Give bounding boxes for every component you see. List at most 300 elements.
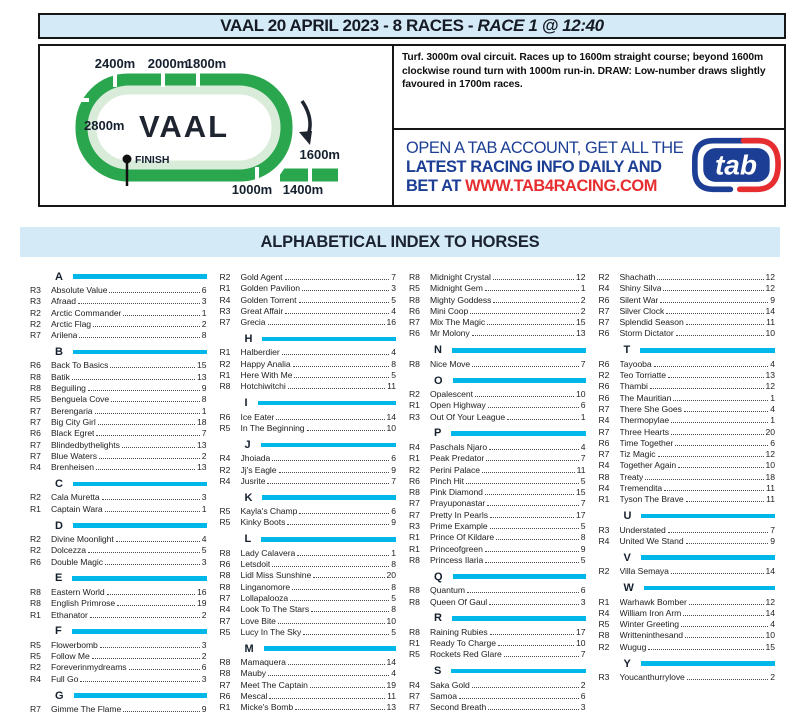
horse-name: Silent War (619, 294, 659, 305)
letter-label: V (623, 551, 631, 564)
race-number: R6 (598, 392, 610, 403)
letter-heading (30, 477, 207, 490)
race-number: R2 (409, 464, 420, 475)
index-entry (30, 383, 207, 394)
marker-1000m: 1000m (231, 182, 273, 197)
page-number: 13 (386, 702, 396, 713)
page-number: 2 (770, 672, 775, 683)
letter-heading (30, 625, 207, 638)
horse-name: The Mauritian (619, 392, 672, 403)
page-number: 3 (201, 556, 207, 567)
race-number: R7 (598, 403, 610, 414)
page-number: 2 (201, 450, 207, 461)
horse-name: Arilena (51, 330, 78, 341)
race-number: R8 (219, 668, 231, 679)
dot-leader (122, 447, 195, 448)
horse-name: Linganomore (240, 581, 291, 592)
letter-bar (451, 669, 585, 674)
dot-leader (490, 528, 579, 529)
index-entry (220, 517, 397, 528)
dot-leader (671, 573, 764, 574)
horse-name: Great Affair (240, 305, 284, 316)
tab-logo (689, 136, 783, 199)
index-entry (30, 285, 207, 296)
page-number: 8 (391, 358, 396, 369)
dot-leader (485, 494, 574, 495)
page-number: 14 (386, 657, 396, 668)
horse-name: Kinky Boots (240, 517, 286, 528)
dot-leader (485, 562, 579, 563)
dot-leader (107, 594, 195, 595)
letter-label: M (244, 642, 254, 655)
horse-name: Mescal (240, 691, 268, 702)
index-entry (220, 423, 397, 434)
race-number: R7 (30, 439, 41, 450)
race-number: R1 (219, 283, 231, 294)
dot-leader (673, 400, 768, 401)
index-entry (220, 702, 397, 713)
letter-label: P (434, 427, 442, 440)
horse-name: Prime Example (430, 521, 488, 532)
index-entry (30, 330, 207, 341)
index-entry (599, 370, 776, 381)
race-number: R5 (219, 517, 231, 528)
letter-bar (73, 350, 207, 355)
horse-name: Pinch Hit (430, 475, 464, 486)
page-number: 1 (580, 283, 586, 294)
marker-2400m: 2400m (94, 56, 136, 71)
letter-heading (409, 570, 586, 583)
index-entry (30, 545, 207, 556)
letter-heading (409, 374, 586, 387)
race-number: R7 (409, 498, 420, 509)
page-number: 12 (765, 596, 775, 607)
letter-label: E (55, 572, 63, 585)
dot-leader (472, 687, 579, 688)
horse-name: Grecia (240, 317, 266, 328)
letter-label: K (244, 491, 253, 504)
letter-bar (451, 431, 585, 436)
index-entry (220, 680, 397, 691)
race-number: R7 (30, 405, 41, 416)
page-number: 8 (201, 330, 207, 341)
page-number: 11 (766, 494, 775, 505)
page-number: 20 (386, 570, 396, 581)
dot-leader (489, 604, 579, 605)
page-number: 10 (765, 328, 775, 339)
horse-name: Back To Basics (51, 360, 109, 371)
index-entry (220, 604, 397, 615)
dot-leader (658, 456, 764, 457)
page-number: 12 (576, 272, 586, 282)
page-number: 16 (386, 317, 396, 328)
page-number: 11 (766, 483, 775, 494)
horse-name: William Iron Arm (619, 607, 682, 618)
page-number: 4 (770, 358, 775, 369)
dot-leader (285, 279, 390, 280)
letter-heading (220, 533, 397, 546)
dot-leader (686, 324, 764, 325)
page-number: 5 (391, 370, 396, 381)
page-number: 19 (386, 679, 396, 690)
index-entry (599, 359, 776, 370)
page-number: 4 (770, 403, 775, 414)
page-number: 7 (391, 475, 396, 486)
race-number: R3 (30, 296, 41, 307)
letter-label: W (623, 582, 634, 595)
horse-name: Blindedbythelights (51, 439, 120, 450)
race-number: R6 (598, 328, 610, 339)
page-number: 5 (580, 475, 586, 486)
index-entry (30, 308, 207, 319)
index-entry (220, 668, 397, 679)
race-number: R8 (409, 554, 420, 565)
letter-heading (30, 689, 207, 702)
dot-leader (650, 388, 764, 389)
index-entry (409, 555, 586, 566)
tab-logo-svg (689, 136, 783, 194)
page-number: 8 (391, 559, 396, 570)
letter-label: D (55, 519, 63, 532)
dot-leader (295, 709, 384, 710)
index-entry (30, 674, 207, 685)
dot-leader (268, 324, 385, 325)
page-number: 15 (576, 487, 586, 498)
dot-leader (282, 354, 390, 355)
race-number: R7 (219, 317, 231, 328)
index-columns (30, 266, 775, 715)
index-entry (409, 465, 586, 476)
horse-name: Samoa (430, 691, 457, 702)
gap-2800m (74, 98, 89, 102)
letter-label: H (244, 332, 253, 345)
race-number: R5 (219, 626, 231, 637)
race-number: R8 (598, 630, 610, 641)
ad-line3-prefix: BET AT (406, 176, 466, 195)
horse-name: Out Of Your League (430, 411, 506, 422)
index-column (220, 266, 397, 715)
dot-leader (459, 698, 579, 699)
horse-name: Arctic Commander (51, 307, 122, 318)
horse-name: Tiz Magic (619, 449, 656, 460)
dot-leader (676, 335, 764, 336)
page-number: 6 (201, 662, 207, 673)
horse-name: Lucy In The Sky (240, 626, 302, 637)
race-number: R1 (30, 609, 41, 620)
index-entry (409, 498, 586, 509)
index-entry (30, 704, 207, 715)
dot-leader (663, 290, 763, 291)
letter-label: I (244, 397, 248, 410)
dot-leader (684, 411, 768, 412)
index-entry (599, 427, 776, 438)
page-number: 9 (391, 517, 396, 528)
race-number: R7 (409, 691, 420, 702)
finish-label: FINISH (135, 154, 170, 166)
page-number: 3 (391, 283, 396, 294)
race-number: R7 (30, 416, 41, 427)
horse-name: Ethanator (51, 609, 88, 620)
race-number: R4 (219, 604, 231, 615)
dot-leader (72, 379, 195, 380)
index-entry (220, 306, 397, 317)
race-number: R8 (409, 487, 420, 498)
race-number: R7 (598, 305, 610, 316)
marker-1600m: 1600m (299, 147, 340, 162)
letter-heading (409, 344, 586, 357)
race-number: R3 (219, 305, 231, 316)
page-number: 19 (197, 598, 207, 609)
dot-leader (675, 445, 768, 446)
tab-ad (394, 130, 784, 205)
dot-leader (285, 313, 389, 314)
index-entry (30, 417, 207, 428)
horse-name: Happy Analia (240, 358, 291, 369)
horse-name: Prince Of Kildare (430, 532, 495, 543)
race-number: R7 (409, 509, 420, 520)
horse-name: Foreverinmydreams (51, 662, 127, 673)
page-number: 7 (201, 428, 207, 439)
horse-name: Saka Gold (430, 679, 470, 690)
page-number: 10 (386, 615, 396, 626)
info-panel (38, 44, 786, 207)
horse-name: Mamaquera (240, 657, 286, 668)
letter-bar (452, 348, 586, 353)
horse-name: Nice Move (430, 358, 471, 369)
race-number: R8 (30, 586, 41, 597)
dot-leader (95, 413, 200, 414)
index-entry (599, 272, 776, 283)
horse-name: Quantum (430, 585, 465, 596)
race-number: R8 (409, 585, 420, 596)
index-entry (409, 627, 586, 638)
tab4racing-link[interactable]: WWW.TAB4RACING.COM (465, 176, 658, 195)
race-number: R3 (598, 672, 610, 683)
index-entry (599, 460, 776, 471)
letter-label: O (434, 374, 443, 387)
dot-leader (485, 290, 579, 291)
letter-bar (73, 523, 207, 528)
letter-heading (599, 510, 776, 523)
horse-name: Princeofgreen (430, 543, 483, 554)
letter-heading (599, 657, 776, 670)
horse-name: Brenheisen (51, 462, 94, 473)
horse-name: Flowerbomb (51, 639, 98, 650)
race-number: R2 (598, 641, 610, 652)
race-number: R2 (30, 545, 41, 556)
dot-leader (88, 552, 200, 553)
page-number: 10 (765, 460, 775, 471)
page-number: 5 (580, 554, 586, 565)
horse-name: Love Bite (240, 615, 276, 626)
page-number: 15 (765, 641, 775, 652)
index-entry (409, 649, 586, 660)
page-number: 13 (197, 462, 207, 473)
index-entry (409, 359, 586, 370)
horse-name: Shachath (619, 272, 656, 282)
horse-name: Cala Muretta (51, 492, 100, 503)
race-number: R8 (409, 272, 420, 282)
race-number: R8 (30, 383, 41, 394)
index-entry (409, 412, 586, 423)
index-entry (220, 317, 397, 328)
horse-name: Big City Girl (51, 416, 96, 427)
race-number: R5 (30, 394, 41, 405)
race-number: R8 (219, 381, 231, 392)
dot-leader (486, 460, 578, 461)
letter-bar (261, 537, 396, 542)
horse-name: Pink Diamond (430, 487, 483, 498)
index-entry (599, 415, 776, 426)
horse-name: Peak Predator (430, 453, 485, 464)
horse-name: Youcanthurrylove (619, 672, 685, 683)
race-number: R1 (219, 347, 231, 358)
horse-name: Afraad (51, 296, 77, 307)
dot-leader (105, 564, 200, 565)
dot-leader (475, 396, 574, 397)
index-entry (409, 442, 586, 453)
index-entry (599, 619, 776, 630)
page-number: 17 (576, 509, 586, 520)
horse-name: Wugug (619, 641, 647, 652)
dot-leader (678, 467, 763, 468)
page-number: 1 (580, 411, 586, 422)
index-column (599, 266, 776, 715)
race-number: R8 (598, 471, 610, 482)
index-entry (409, 510, 586, 521)
page-number: 7 (580, 358, 586, 369)
horse-name: Eastern World (51, 586, 105, 597)
page-number: 3 (201, 296, 207, 307)
track-diagram (40, 46, 392, 205)
letter-heading (30, 345, 207, 358)
index-entry (599, 306, 776, 317)
track-straight-seg2 (312, 169, 338, 182)
index-entry (220, 627, 397, 638)
horse-name: Teo Torriatte (619, 370, 666, 381)
race-number: R7 (30, 450, 41, 461)
race-number: R1 (219, 370, 231, 381)
horse-name: Queen Of Gaul (430, 596, 488, 607)
finish-pin-dot (123, 155, 132, 164)
race-number: R4 (219, 475, 231, 486)
letter-label: S (434, 665, 442, 678)
page-number: 14 (386, 411, 396, 422)
page-number: 5 (580, 521, 586, 532)
letter-bar (641, 661, 775, 666)
race-number: R7 (598, 449, 610, 460)
page-number: 18 (197, 416, 207, 427)
dot-leader (92, 658, 200, 659)
dot-leader (689, 604, 764, 605)
index-entry (30, 394, 207, 405)
horse-name: Mighty Goddess (430, 294, 492, 305)
page-number: 11 (387, 691, 396, 702)
page-number: 17 (576, 626, 586, 637)
horse-name: Captain Wara (51, 503, 103, 514)
dot-leader (105, 511, 200, 512)
race-number: R2 (219, 272, 231, 282)
index-entry (220, 691, 397, 702)
race-number: R8 (30, 371, 41, 382)
horse-name: Midnight Crystal (430, 272, 491, 282)
track-map-svg (40, 46, 392, 205)
race-number: R7 (598, 426, 610, 437)
dot-leader (303, 634, 389, 635)
page-number: 1 (201, 503, 207, 514)
page-number: 13 (197, 439, 207, 450)
race-number: R2 (598, 370, 610, 381)
page-number: 4 (391, 668, 396, 679)
index-entry (599, 404, 776, 415)
dot-leader (288, 664, 385, 665)
index-entry (409, 476, 586, 487)
dot-leader (117, 605, 195, 606)
horse-name: United We Stand (619, 535, 684, 546)
index-entry (409, 272, 586, 283)
horse-name: Lady Calavera (240, 547, 296, 558)
page-number: 10 (386, 422, 396, 433)
index-entry (30, 492, 207, 503)
page-number: 7 (580, 453, 586, 464)
page-number: 8 (201, 394, 207, 405)
letter-heading (30, 572, 207, 585)
horse-name: Perini Palace (430, 464, 480, 475)
dot-leader (467, 592, 579, 593)
index-entry (220, 657, 397, 668)
index-entry (599, 283, 776, 294)
dot-leader (80, 681, 199, 682)
race-number: R3 (409, 411, 420, 422)
marker-1800m: 1800m (185, 56, 227, 71)
horse-name: Thermopylae (619, 415, 670, 426)
page-number: 5 (391, 294, 396, 305)
index-entry (30, 587, 207, 598)
index-entry (30, 440, 207, 451)
letter-heading (409, 427, 586, 440)
dot-leader (98, 424, 195, 425)
dot-leader (504, 656, 579, 657)
letter-bar (264, 646, 396, 651)
course-description: Turf. 3000m oval circuit. Races up to 1600m straight course; beyond 1600m clockwise round turn with 1000m run-in. DRAW: Low-number draws slightly favoured in 1700m races. (394, 46, 784, 130)
index-entry (599, 328, 776, 339)
dot-leader (279, 472, 390, 473)
letter-heading (599, 344, 776, 357)
meeting-title: VAAL 20 APRIL 2023 - 8 RACES - (220, 16, 478, 35)
page-header (38, 13, 786, 39)
index-entry (409, 306, 586, 317)
letter-label: R (434, 612, 442, 625)
tab-logo-text: tab (715, 149, 758, 181)
index-entry (409, 544, 586, 555)
index-entry (220, 359, 397, 370)
race-number: R7 (219, 615, 231, 626)
dot-leader (498, 645, 574, 646)
dot-leader (472, 366, 579, 367)
race-number: R6 (219, 691, 231, 702)
horse-name: Benguela Cove (51, 394, 110, 405)
race-number: R8 (30, 598, 41, 609)
letter-heading (220, 438, 397, 451)
horse-name: Silver Clock (619, 305, 665, 316)
horse-name: Golden Torrent (240, 294, 297, 305)
page-number: 2 (580, 305, 586, 316)
race-number: R6 (219, 411, 231, 422)
horse-name: Winter Greeting (619, 619, 679, 630)
page-number: 14 (765, 305, 775, 316)
dot-leader (272, 460, 389, 461)
page-number: 8 (580, 532, 586, 543)
